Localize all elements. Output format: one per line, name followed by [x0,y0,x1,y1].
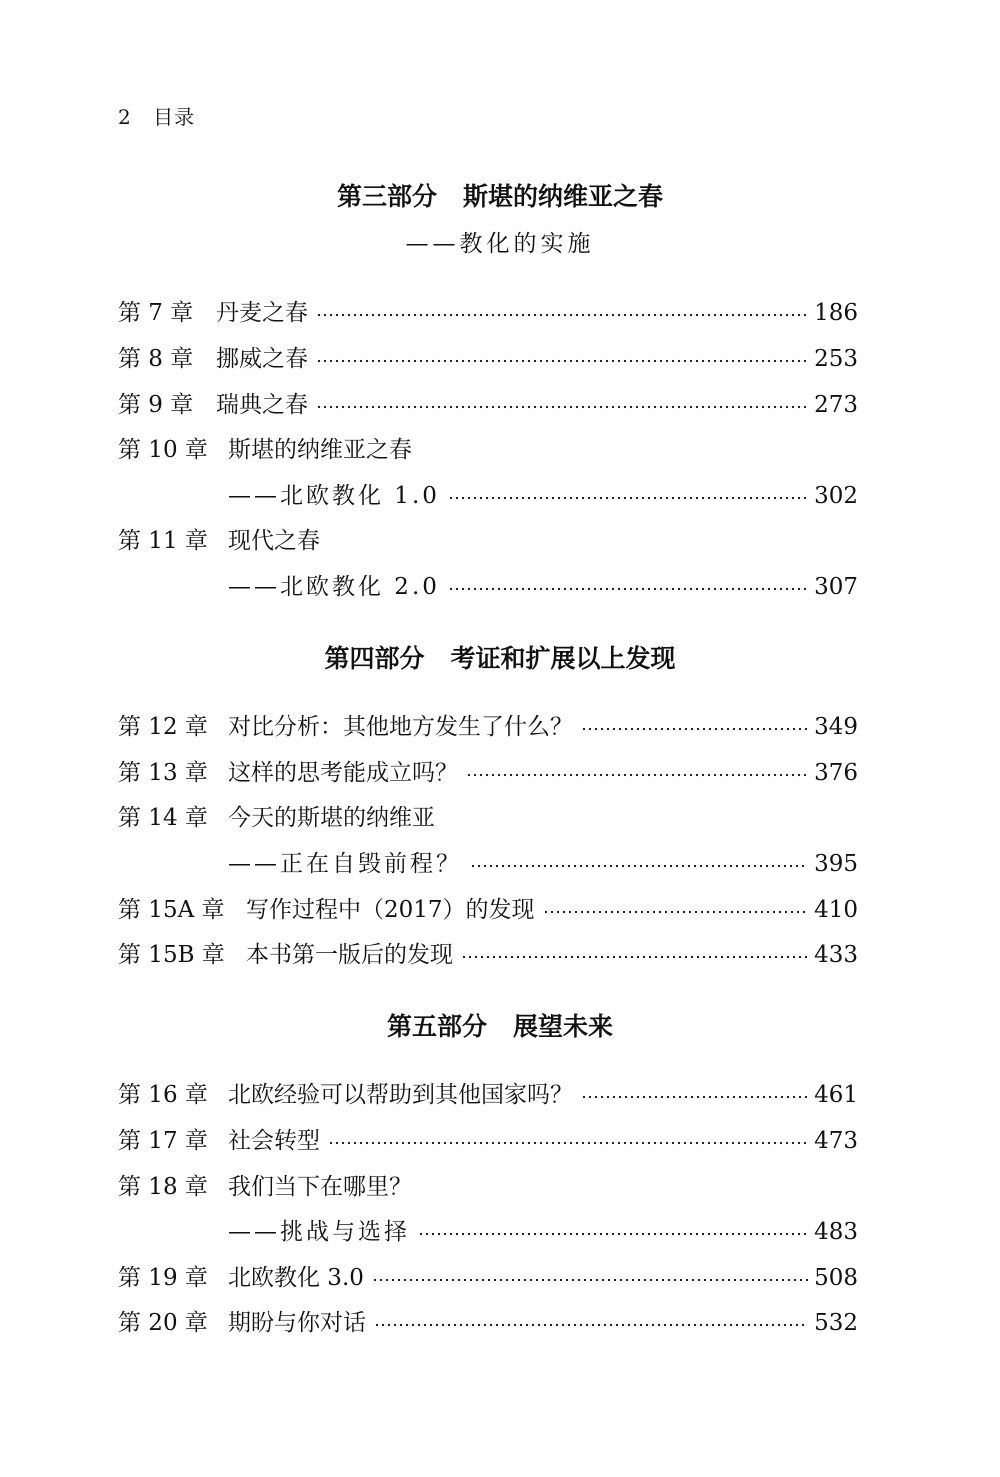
part-5-number: 第五部分 [386,1012,487,1041]
chapter-page: 253 [814,346,858,372]
toc-entry-ch14[interactable] [118,801,858,835]
part-3-name: 斯堪的纳维亚之春 [463,182,664,211]
part-4-number: 第四部分 [324,644,425,673]
toc-entry-ch7[interactable] [118,296,858,330]
toc-entry-ch18[interactable] [118,1170,858,1204]
chapter-title: 我们当下在哪里？ [228,1174,412,1200]
toc-entry-ch11[interactable] [118,524,858,558]
chapter-page: 376 [814,760,858,786]
chapter-page: 483 [814,1219,858,1245]
chapter-subtitle: ——挑战与选择 [228,1219,410,1245]
part-4-heading [0,642,1000,676]
toc-entry-ch11-subtitle[interactable] [118,570,858,604]
chapter-subtitle: ——北欧教化 1.0 [228,483,440,509]
toc-entry-ch9[interactable] [118,388,858,422]
chapter-page: 410 [814,897,858,923]
chapter-label: 第 15A 章 [118,897,225,923]
dot-leader [316,405,808,409]
chapter-page: 307 [814,574,858,600]
toc-entry-ch10-subtitle[interactable] [118,479,858,513]
chapter-title: 写作过程中（2017）的发现 [246,897,535,923]
chapter-page: 395 [814,851,858,877]
chapter-label: 第 15B 章 [118,942,225,968]
dot-leader [470,864,808,868]
part-5-name: 展望未来 [513,1012,614,1041]
chapter-subtitle: ——正在自毁前程？ [228,851,462,877]
part-3-number: 第三部分 [336,182,437,211]
toc-entry-ch16[interactable] [118,1078,858,1112]
chapter-page: 273 [814,392,858,418]
dot-leader [418,1232,808,1236]
chapter-title: 北欧经验可以帮助到其他国家吗？ [228,1082,573,1108]
chapter-title: 本书第一版后的发现 [246,942,453,968]
part-4-name: 考证和扩展以上发现 [450,644,676,673]
chapter-label: 第 9 章 [118,392,194,418]
part-3-subtitle: ——教化的实施 [405,231,595,257]
chapter-page: 473 [814,1128,858,1154]
chapter-label: 第 17 章 [118,1128,208,1154]
dot-leader [543,910,809,914]
dot-leader [372,1278,808,1282]
toc-entry-ch18-subtitle[interactable] [118,1215,858,1249]
toc-entry-ch15a[interactable] [118,893,858,927]
chapter-label: 第 19 章 [118,1265,208,1291]
chapter-page: 461 [814,1082,858,1108]
part-3-heading [0,180,1000,214]
chapter-title: 社会转型 [228,1128,320,1154]
dot-leader [374,1323,808,1327]
toc-entry-ch14-subtitle[interactable] [118,847,858,881]
chapter-title: 挪威之春 [216,346,308,372]
toc-entry-ch20[interactable] [118,1306,858,1340]
dot-leader [316,313,808,317]
chapter-label: 第 14 章 [118,805,208,831]
chapter-title: 瑞典之春 [216,392,308,418]
toc-entry-ch13[interactable] [118,756,858,790]
chapter-title: 这样的思考能成立吗？ [228,760,458,786]
chapter-subtitle: ——北欧教化 2.0 [228,574,440,600]
chapter-label: 第 8 章 [118,346,194,372]
part-5-heading [0,1010,1000,1044]
toc-entry-ch12[interactable] [118,710,858,744]
toc-entry-ch8[interactable] [118,342,858,376]
dot-leader [461,955,808,959]
chapter-title: 北欧教化 3.0 [228,1265,364,1291]
chapter-title: 丹麦之春 [216,300,308,326]
chapter-label: 第 11 章 [118,528,208,554]
dot-leader [448,496,808,500]
chapter-page: 349 [814,714,858,740]
dot-leader [316,359,808,363]
chapter-title: 今天的斯堪的纳维亚 [228,805,435,831]
dot-leader [448,587,808,591]
chapter-label: 第 18 章 [118,1174,208,1200]
running-head-label: 目录 [153,105,196,129]
chapter-label: 第 7 章 [118,300,194,326]
chapter-page: 508 [814,1265,858,1291]
toc-entry-ch15b[interactable] [118,938,858,972]
chapter-title: 现代之春 [228,528,320,554]
toc-entry-ch17[interactable] [118,1124,858,1158]
chapter-page: 532 [814,1310,858,1336]
chapter-page: 433 [814,942,858,968]
chapter-label: 第 12 章 [118,714,208,740]
chapter-label: 第 16 章 [118,1082,208,1108]
dot-leader [581,1095,808,1099]
dot-leader [581,727,808,731]
chapter-label: 第 10 章 [118,437,208,463]
dot-leader [328,1141,808,1145]
chapter-title: 斯堪的纳维亚之春 [228,437,412,463]
chapter-page: 186 [814,300,858,326]
chapter-title: 对比分析：其他地方发生了什么？ [228,714,573,740]
toc-entry-ch10[interactable] [118,433,858,467]
running-head [118,104,195,130]
dot-leader [466,773,808,777]
chapter-label: 第 13 章 [118,760,208,786]
chapter-page: 302 [814,483,858,509]
chapter-label: 第 20 章 [118,1310,208,1336]
toc-entry-ch19[interactable] [118,1261,858,1295]
page-number: 2 [118,105,132,129]
chapter-title: 期盼与你对话 [228,1310,366,1336]
